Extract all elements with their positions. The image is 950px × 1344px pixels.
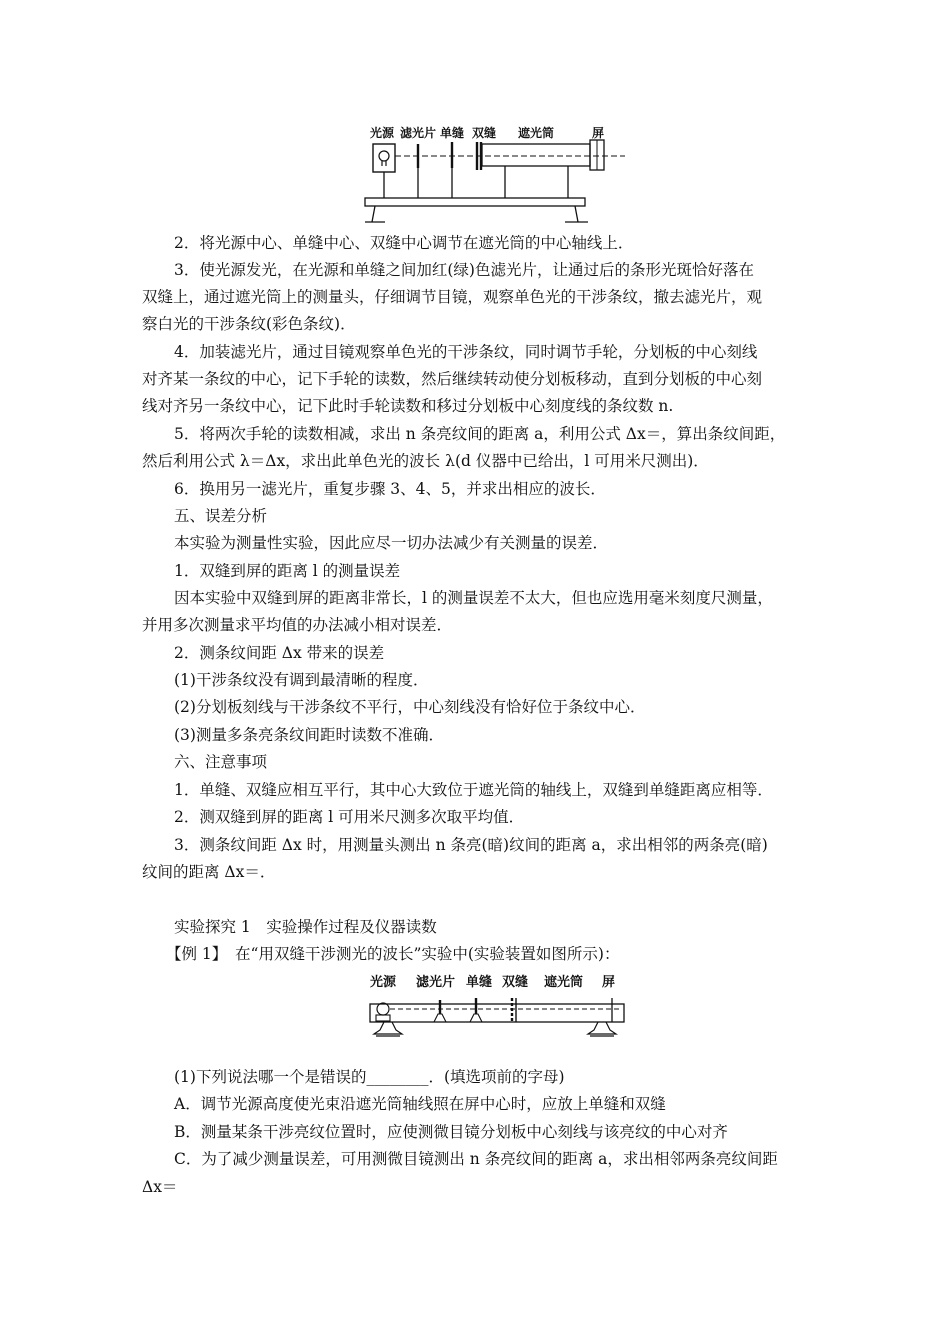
- error-2-item-3: (3)测量多条亮条纹间距时读数不准确．: [174, 726, 444, 744]
- step-2-line: 2．将光源中心、单缝中心、双缝中心调节在遮光筒的中心轴线上．: [174, 234, 634, 252]
- note-3-line-2: 纹间的距离 Δx＝．: [142, 863, 276, 881]
- step-5-line-2: 然后利用公式 λ＝Δx，求出此单色光的波长 λ(d 仪器中已给出，l 可用米尺测出)．: [142, 452, 709, 470]
- apparatus-diagram-2: [362, 970, 632, 1062]
- experiment-heading: 实验探究 1 实验操作过程及仪器读数: [174, 918, 437, 936]
- section-6-heading: 六、注意事项: [174, 753, 268, 771]
- label-tube: 遮光筒: [518, 126, 555, 140]
- option-a: A．调节光源高度使光束沿遮光筒轴线照在屏中心时，应放上单缝和双缝: [174, 1095, 666, 1113]
- option-c-line-2: Δx＝: [142, 1178, 178, 1196]
- error-2-item-1: (1)干涉条纹没有调到最清晰的程度．: [174, 671, 429, 689]
- error-2-heading: 2．测条纹间距 Δx 带来的误差: [174, 644, 385, 662]
- note-2: 2．测双缝到屏的距离 l 可用米尺测多次取平均值．: [174, 808, 525, 826]
- question-1: (1)下列说法哪一个是错误的________．(填选项前的字母): [174, 1068, 565, 1086]
- step-4-line-1: 4．加装滤光片，通过目镜观察单色光的干涉条纹，同时调节手轮，分划板的中心刻线: [174, 343, 758, 361]
- step-6-line: 6．换用另一滤光片，重复步骤 3、4、5，并求出相应的波长．: [174, 480, 606, 498]
- label-screen: 屏: [592, 126, 605, 140]
- label-double-slit: 双缝: [472, 126, 497, 140]
- label-light-source-2: 光源: [370, 975, 397, 990]
- label-filter: 滤光片: [400, 126, 437, 140]
- step-4-line-3: 线对齐另一条纹中心，记下此时手轮读数和移过分划板中心刻度线的条纹数 n.: [142, 397, 674, 415]
- section-5-heading: 五、误差分析: [174, 507, 268, 525]
- label-single-slit: 单缝: [440, 126, 465, 140]
- option-c-line-1: C．为了减少测量误差，可用测微目镜测出 n 条亮纹间的距离 a，求出相邻两条亮纹间距: [174, 1150, 778, 1168]
- step-5-line-1: 5．将两次手轮的读数相减，求出 n 条亮纹间的距离 a，利用公式 Δx＝，算出条纹间距，: [174, 425, 786, 443]
- label-double-slit-2: 双缝: [502, 975, 529, 990]
- label-tube-2: 遮光筒: [544, 975, 584, 990]
- note-1: 1．单缝、双缝应相互平行，其中心大致位于遮光筒的轴线上，双缝到单缝距离应相等．: [174, 781, 773, 799]
- apparatus-diagram-1: [360, 122, 630, 230]
- step-3-line-1: 3．使光源发光，在光源和单缝之间加红(绿)色滤光片，让通过后的条形光斑恰好落在: [174, 261, 754, 279]
- error-1-line-2: 并用多次测量求平均值的办法减小相对误差．: [142, 616, 453, 634]
- example-1-intro: 【例 1】 在“用双缝干涉测光的波长”实验中(实验装置如图所示)：: [166, 945, 620, 963]
- option-b: B．测量某条干涉亮纹位置时，应使测微目镜分划板中心刻线与该亮纹的中心对齐: [174, 1123, 728, 1141]
- step-4-line-2: 对齐某一条纹的中心，记下手轮的读数，然后继续转动使分划板移动，直到分划板的中心刻: [142, 370, 763, 388]
- error-intro: 本实验为测量性实验，因此应尽一切办法减少有关测量的误差．: [174, 534, 609, 552]
- label-light-source: 光源: [370, 126, 395, 140]
- error-1-heading: 1．双缝到屏的距离 l 的测量误差: [174, 562, 401, 580]
- error-2-item-2: (2)分划板刻线与干涉条纹不平行，中心刻线没有恰好位于条纹中心．: [174, 698, 646, 716]
- label-screen-2: 屏: [602, 975, 616, 990]
- label-single-slit-2: 单缝: [466, 975, 493, 990]
- note-3-line-1: 3．测条纹间距 Δx 时，用测量头测出 n 条亮(暗)纹间的距离 a，求出相邻的两条亮(暗): [174, 836, 768, 854]
- step-3-line-2: 双缝上，通过遮光筒上的测量头，仔细调节目镜，观察单色光的干涉条纹，撤去滤光片，观: [142, 288, 763, 306]
- label-filter-2: 滤光片: [416, 975, 456, 990]
- error-1-line-1: 因本实验中双缝到屏的距离非常长，l 的测量误差不太大，但也应选用毫米刻度尺测量，: [174, 589, 773, 607]
- step-3-line-3: 察白光的干涉条纹(彩色条纹)．: [142, 315, 356, 333]
